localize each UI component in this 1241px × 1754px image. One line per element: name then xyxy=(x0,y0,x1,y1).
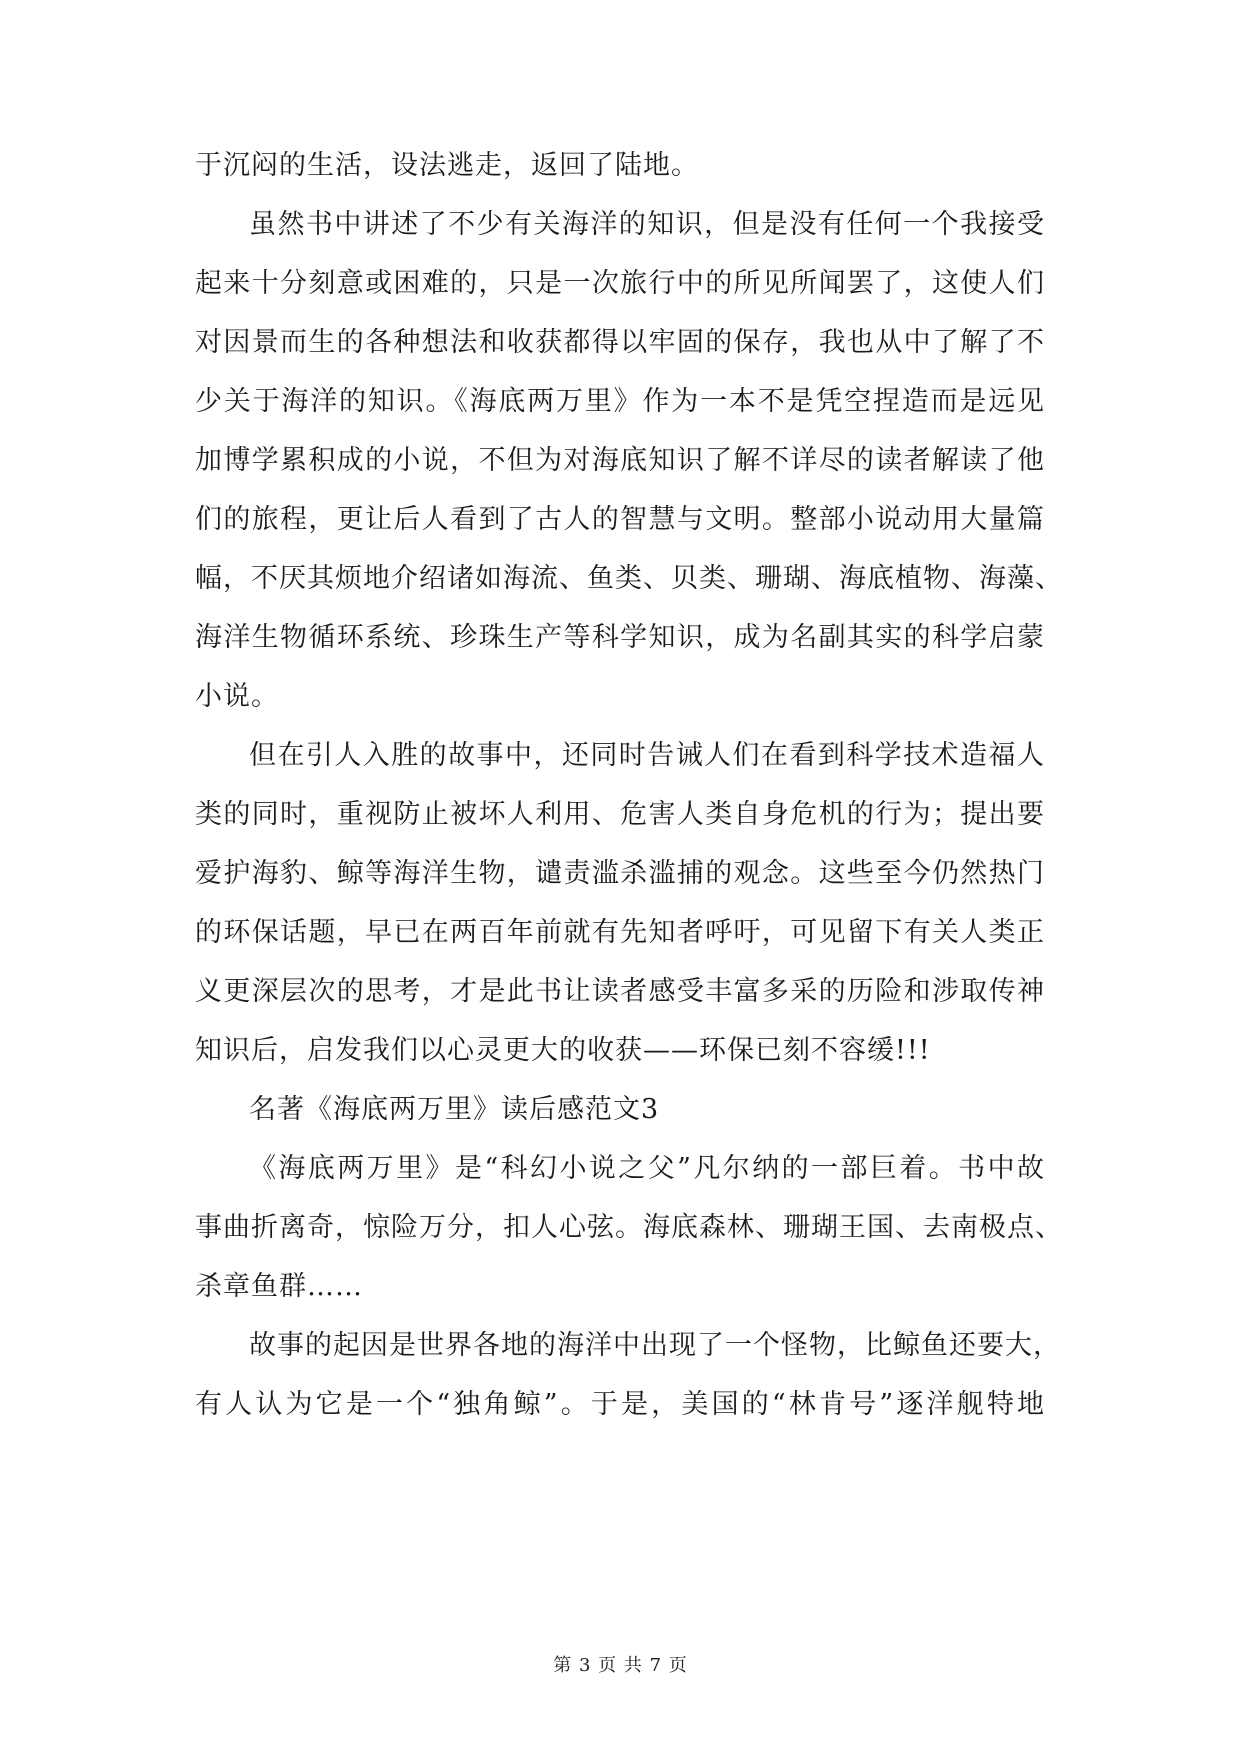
text-line: 加博学累积成的小说，不但为对海底知识了解不详尽的读者解读了他 xyxy=(195,445,1045,476)
text-line: 故事的起因是世界各地的海洋中出现了一个怪物，比鲸鱼还要大， xyxy=(249,1330,1061,1361)
text-line: 虽然书中讲述了不少有关海洋的知识，但是没有任何一个我接受 xyxy=(249,209,1045,240)
text-line: 杀章鱼群…… xyxy=(195,1271,363,1302)
text-line: 爱护海豹、鲸等海洋生物，谴责滥杀滥捕的观念。这些至今仍然热门 xyxy=(195,858,1045,889)
text-line: 类的同时，重视防止被坏人利用、危害人类自身危机的行为；提出要 xyxy=(195,799,1045,830)
page-footer: 第 3 页 共 7 页 xyxy=(553,1655,688,1676)
text-line: 对因景而生的各种想法和收获都得以牢固的保存，我也从中了解了不 xyxy=(195,327,1045,358)
text-line: 小说。 xyxy=(195,681,279,712)
text-line: 知识后，启发我们以心灵更大的收获——环保已刻不容缓!!! xyxy=(195,1035,931,1066)
section-heading: 名著《海底两万里》读后感范文3 xyxy=(249,1094,660,1125)
text-line: 幅，不厌其烦地介绍诸如海流、鱼类、贝类、珊瑚、海底植物、海藻、 xyxy=(195,563,1063,594)
text-line: 们的旅程，更让后人看到了古人的智慧与文明。整部小说动用大量篇 xyxy=(195,504,1045,535)
text-line: 海洋生物循环系统、珍珠生产等科学知识，成为名副其实的科学启蒙 xyxy=(195,622,1045,653)
text-line: 起来十分刻意或困难的，只是一次旅行中的所见所闻罢了，这使人们 xyxy=(195,268,1045,299)
text-line: 少关于海洋的知识。《海底两万里》作为一本不是凭空捏造而是远见 xyxy=(195,386,1045,417)
text-line: 于沉闷的生活，设法逃走，返回了陆地。 xyxy=(195,150,699,181)
text-line: 但在引人入胜的故事中，还同时告诫人们在看到科学技术造福人 xyxy=(249,740,1045,771)
text-line: 的环保话题，早已在两百年前就有先知者呼吁，可见留下有关人类正 xyxy=(195,917,1045,948)
text-line: 事曲折离奇，惊险万分，扣人心弦。海底森林、珊瑚王国、去南极点、 xyxy=(195,1212,1063,1243)
text-line: 有人认为它是一个“独角鲸”。于是，美国的“林肯号”逐洋舰特地 xyxy=(195,1389,1045,1420)
text-line: 《海底两万里》是“科幻小说之父”凡尔纳的一部巨着。书中故 xyxy=(249,1153,1045,1184)
text-line: 义更深层次的思考，才是此书让读者感受丰富多采的历险和涉取传神 xyxy=(195,976,1045,1007)
